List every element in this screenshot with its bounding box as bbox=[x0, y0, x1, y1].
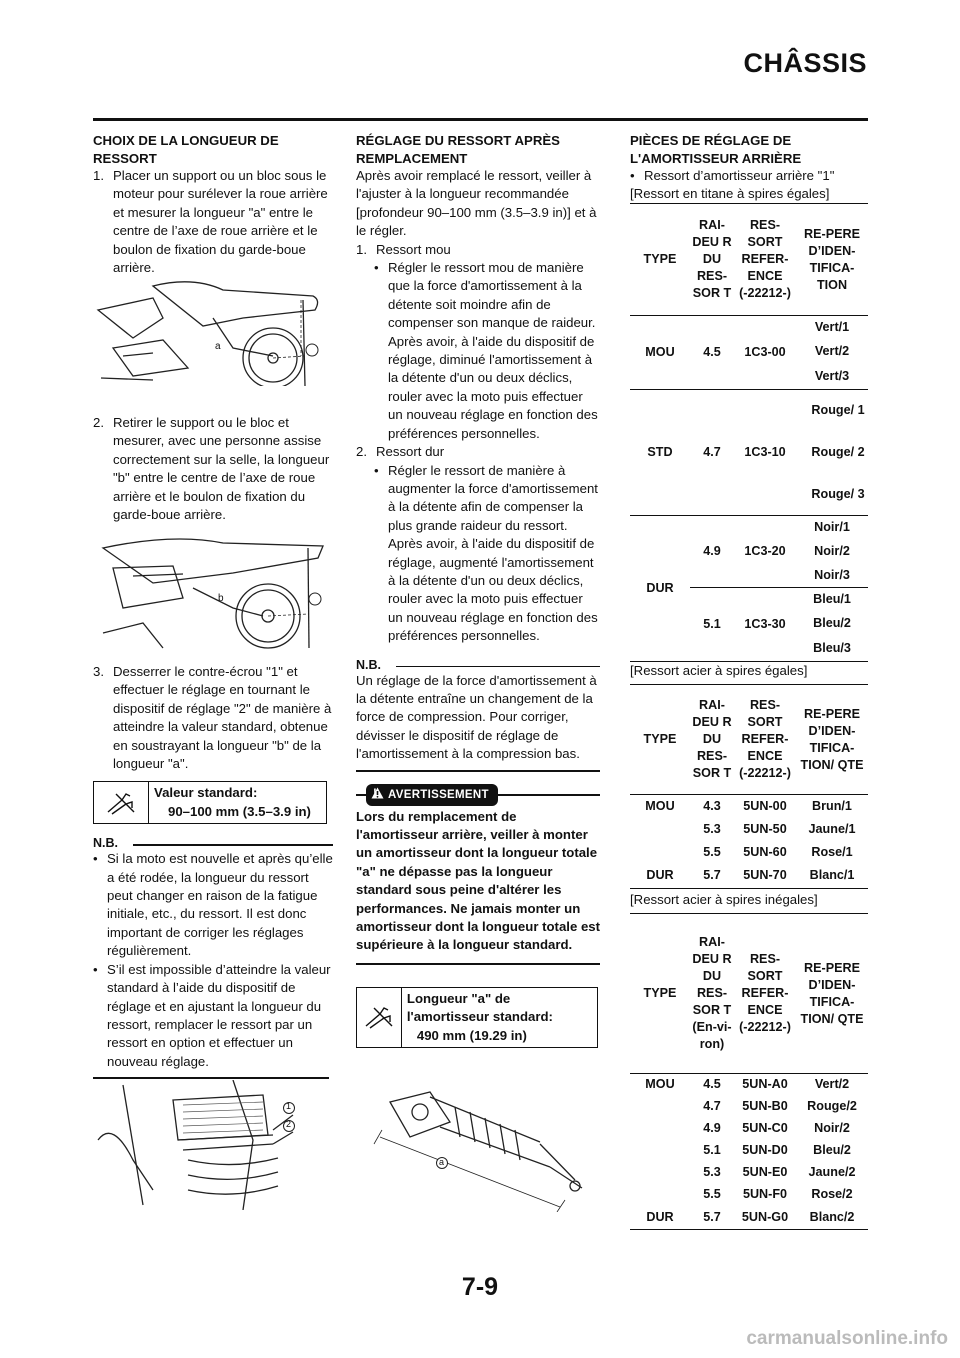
rate-cell: 5.1 bbox=[703, 1143, 721, 1157]
figure-label-b: b bbox=[218, 593, 224, 604]
rate-cell: 5.7 bbox=[703, 868, 721, 883]
standard-length-value: 490 mm (19.29 in) bbox=[416, 1027, 527, 1043]
page-title: CHÂSSIS bbox=[743, 48, 867, 78]
mark-cell: Noir/2 bbox=[814, 544, 850, 558]
section-heading-spring-length: CHOIX DE LA LONGUEUR DE RESSORT bbox=[93, 133, 279, 166]
item-number: 1. bbox=[356, 241, 367, 257]
type-cell: STD bbox=[647, 445, 673, 459]
mark-cell: Blanc/1 bbox=[809, 868, 855, 883]
item-1-bullet: • Régler le ressort mou de manière que la force d'amortissement à la détente soit moindre afin de compenser son manque de raideur. Après avoir, à l'aide du dispositif de réglage, diminué l'amortissement à la détente d'un ou deux déclics, rouler avec la moto puis effectuer un nouveau réglage en fonction des préférences personnelles. bbox=[356, 259, 600, 443]
item-2 bbox=[356, 443, 600, 461]
ref-cell: 1C3-20 bbox=[744, 544, 786, 558]
mark-cell: Vert/1 bbox=[814, 320, 850, 335]
item-title: Ressort mou bbox=[376, 241, 451, 257]
table-steel-uneven-springs bbox=[630, 913, 868, 1230]
item-1 bbox=[356, 241, 600, 259]
nb-end-rule bbox=[93, 1077, 329, 1079]
type-cell bbox=[630, 1184, 690, 1206]
step-number: 1. bbox=[93, 168, 104, 183]
type-cell bbox=[630, 1118, 690, 1140]
table-row bbox=[630, 1118, 868, 1140]
item-number: 2. bbox=[356, 444, 367, 460]
ref-cell: 5UN-A0 bbox=[742, 1077, 788, 1092]
rate-cell: 5.5 bbox=[703, 844, 721, 859]
table-row bbox=[630, 1096, 868, 1118]
table-header-cell: RES-SORT REFER-ENCE (-22212-) bbox=[739, 218, 791, 300]
header-rule bbox=[93, 118, 868, 121]
rate-cell: 4.3 bbox=[703, 798, 721, 813]
rate-cell: 4.5 bbox=[703, 345, 721, 359]
type-cell bbox=[630, 841, 690, 864]
nb-bullet-1: • Si la moto est nouvelle et après qu’elle a été rodée, la longueur du ressort peut changer en raison de la fatigue initiale, etc., du ressort. Il est donc important de corriger les réglages régulièrement. bbox=[93, 850, 333, 960]
step-number: 3. bbox=[93, 664, 104, 679]
table-header-row bbox=[630, 685, 868, 795]
table-row bbox=[630, 1162, 868, 1184]
type-cell: MOU bbox=[645, 798, 675, 813]
table-header-cell: RES-SORT REFER-ENCE (-22212-) bbox=[739, 698, 791, 780]
rate-cell: 4.9 bbox=[703, 1121, 721, 1135]
mark-cell: Rouge/ 2 bbox=[811, 445, 865, 459]
figure-bike-raised bbox=[93, 278, 333, 386]
table-titanium-springs bbox=[630, 203, 868, 662]
table-row bbox=[630, 841, 868, 864]
mark-cell: Brun/1 bbox=[812, 798, 852, 813]
watermark: carmanualsonline.info bbox=[746, 1328, 948, 1349]
ref-cell: 5UN-60 bbox=[743, 844, 787, 859]
table2-caption: [Ressort acier à spires égales] bbox=[630, 663, 808, 678]
table-row bbox=[630, 516, 868, 540]
table-row bbox=[630, 1074, 868, 1096]
table3-caption: [Ressort acier à spires inégales] bbox=[630, 892, 818, 907]
nb-text: Un réglage de la force d'amortissement à la détente entraîne un changement de la force de compression. Pour corriger, dévisser le dispositif de réglage de l'amortissement à la compression bas. bbox=[356, 672, 597, 762]
wrench-icon bbox=[357, 988, 402, 1047]
mark-cell: Vert/2 bbox=[814, 1077, 850, 1092]
rate-cell: 4.7 bbox=[703, 1099, 721, 1113]
ref-cell: 1C3-00 bbox=[744, 345, 786, 359]
type-cell bbox=[630, 1140, 690, 1162]
mark-cell: Noir/2 bbox=[814, 1121, 850, 1135]
ref-cell: 1C3-10 bbox=[744, 445, 786, 459]
table-header-cell: RE-PERE D’IDEN-TIFICA-TION/ QTE bbox=[800, 960, 864, 1026]
intro-text: Après avoir remplacé le ressort, veiller à l'ajuster à la longueur recommandée [profondeur 90–100 mm (3.5–3.9 in)] et à le régler. bbox=[356, 168, 597, 239]
type-cell bbox=[630, 818, 690, 841]
table-row bbox=[630, 1140, 868, 1162]
figure-label-a: a bbox=[215, 341, 221, 352]
mark-cell: Vert/3 bbox=[814, 368, 850, 383]
step-2 bbox=[93, 414, 333, 524]
table-header-cell: TYPE bbox=[643, 252, 677, 266]
mark-cell: Rose/1 bbox=[811, 844, 853, 859]
column-1 bbox=[93, 132, 333, 277]
ref-cell: 5UN-50 bbox=[743, 821, 787, 836]
mark-cell: Bleu/3 bbox=[813, 640, 851, 655]
step-3 bbox=[93, 663, 333, 773]
ref-cell: 5UN-70 bbox=[743, 868, 787, 883]
table-header-cell: RES-SORT REFER-ENCE (-22212-) bbox=[739, 952, 791, 1034]
nb-label: N.B. bbox=[93, 834, 333, 850]
table-header-cell: RAI-DEU R DU RES-SOR T bbox=[692, 698, 732, 780]
ref-cell: 5UN-E0 bbox=[742, 1165, 788, 1179]
ref-cell: 5UN-G0 bbox=[741, 1209, 789, 1224]
type-cell: MOU bbox=[645, 1077, 675, 1092]
ref-cell: 5UN-00 bbox=[743, 798, 787, 813]
mark-cell: Rouge/2 bbox=[807, 1099, 857, 1113]
ref-cell: 5UN-B0 bbox=[742, 1099, 788, 1113]
table-header-cell: RE-PERE D’IDEN-TIFICA-TION bbox=[804, 226, 860, 292]
column-3 bbox=[630, 132, 870, 204]
table-header-cell: TYPE bbox=[643, 732, 677, 746]
type-cell: MOU bbox=[645, 345, 675, 359]
type-cell: DUR bbox=[646, 1209, 674, 1224]
type-cell bbox=[630, 1162, 690, 1184]
rate-cell: 4.9 bbox=[703, 544, 721, 558]
figure-shock-adjuster bbox=[93, 1080, 333, 1210]
type-cell: DUR bbox=[646, 868, 674, 883]
column-1-cont2 bbox=[93, 663, 333, 1079]
mark-cell: Bleu/2 bbox=[813, 616, 851, 630]
table-row bbox=[630, 864, 868, 889]
table-header-cell: RE-PERE D’IDEN-TIFICA-TION/ QTE bbox=[800, 706, 864, 772]
table1-caption: [Ressort en titane à spires égales] bbox=[630, 186, 830, 202]
table-row bbox=[630, 795, 868, 818]
table-header-cell: TYPE bbox=[643, 986, 677, 1000]
warning-text: Lors du remplacement de l'amortisseur arrière, veiller à monter un amortisseur dont la longueur totale "a" ne dépasse pas la longueur standard sous peine d'altérer les performances. Ne jamais monter un amortisseur dont la longueur totale est supérieure à la longueur standard. bbox=[356, 808, 601, 953]
item-2-bullet: • Régler le ressort de manière à augmenter la force d'amortissement à la détente afin de compenser la plus grande raideur du ressort. Après avoir, à l'aide du dispositif de réglage, augmenté l'amortissement à la détente d'un ou deux déclics, rouler avec la moto puis effectuer un nouveau réglage en fonction des préférences personnelles. bbox=[356, 462, 600, 646]
parts-bullet: • Ressort d’amortisseur arrière "1" bbox=[630, 167, 870, 185]
rate-cell: 4.7 bbox=[703, 445, 721, 459]
mark-cell: Noir/1 bbox=[814, 520, 850, 535]
standard-value-label: Valeur standard: bbox=[154, 785, 258, 801]
warning-badge bbox=[366, 784, 498, 806]
mark-cell: Rouge/ 3 bbox=[811, 486, 865, 501]
table-row bbox=[630, 1206, 868, 1230]
rate-cell: 5.3 bbox=[703, 821, 721, 836]
step-text: Placer un support ou un bloc sous le moteur pour surélever la roue arrière et mesurer la longueur "a" entre le centre de l’axe de roue arrière et le boulon de fixation du garde-boue arrière. bbox=[113, 168, 328, 276]
table-row bbox=[630, 818, 868, 841]
step-number: 2. bbox=[93, 415, 104, 430]
mark-cell: Bleu/2 bbox=[813, 1143, 851, 1157]
step-1 bbox=[93, 167, 333, 277]
mark-cell: Blanc/2 bbox=[809, 1209, 855, 1224]
mark-cell: Rose/2 bbox=[811, 1187, 853, 1201]
type-cell bbox=[630, 1096, 690, 1118]
standard-value: 90–100 mm (3.5–3.9 in) bbox=[168, 803, 311, 819]
rate-cell: 5.5 bbox=[703, 1187, 721, 1201]
section-heading-parts: PIÈCES DE RÉGLAGE DE L'AMORTISSEUR ARRIÈRE bbox=[630, 133, 802, 166]
warning-header bbox=[356, 784, 600, 806]
ref-cell: 5UN-F0 bbox=[742, 1187, 788, 1201]
step-text: Desserrer le contre-écrou "1" et effectuer le réglage en tournant le dispositif de réglage "2" de manière à atteindre la valeur standard, obtenue en soustrayant la longueur "b" de la longueur "a". bbox=[113, 664, 332, 772]
table-steel-even-springs bbox=[630, 684, 868, 889]
ref-cell: 1C3-30 bbox=[734, 588, 796, 662]
type-cell: DUR bbox=[646, 581, 674, 595]
nb-bullet-2: • S’il est impossible d’atteindre la valeur standard à l’aide du dispositif de réglage et en ajustant la longueur du ressort, remplacer le ressort par un ressort en option et effectuer un nouveau réglage. bbox=[93, 961, 333, 1071]
rate-cell: 5.1 bbox=[690, 588, 734, 662]
nb-label: N.B. bbox=[356, 656, 600, 672]
mark-cell: Bleu/1 bbox=[796, 588, 868, 612]
figure-label-a-shock: a bbox=[439, 1157, 445, 1167]
column-2 bbox=[356, 132, 600, 1048]
table-row bbox=[630, 1184, 868, 1206]
rate-cell: 4.5 bbox=[703, 1077, 721, 1092]
mark-cell: Jaune/1 bbox=[808, 821, 856, 836]
table-header-cell: RAI-DEU R DU RES-SOR T (En-vi-ron) bbox=[692, 935, 732, 1051]
item-title: Ressort dur bbox=[376, 444, 445, 460]
wrench-icon bbox=[94, 782, 149, 823]
figure-label-2: 2 bbox=[286, 1119, 292, 1129]
standard-value-box bbox=[93, 781, 327, 824]
mark-cell: Jaune/2 bbox=[808, 1165, 856, 1179]
standard-length-label: Longueur "a" de l'amortisseur standard: bbox=[406, 990, 553, 1025]
mark-cell: Noir/3 bbox=[814, 567, 850, 582]
step-text: Retirer le support ou le bloc et mesurer, avec une personne assise correctement sur la selle, la longueur "b" entre le centre de l’axe de roue arrière et le boulon de fixation du garde-boue arrière. bbox=[113, 415, 330, 523]
warning-triangle-icon bbox=[371, 787, 384, 799]
warning-label: AVERTISSEMENT bbox=[388, 788, 489, 801]
figure-label-1: 1 bbox=[286, 1101, 292, 1111]
standard-length-box bbox=[356, 987, 598, 1048]
section-heading-spring-adjust: RÉGLAGE DU RESSORT APRÈS REMPLACEMENT bbox=[356, 133, 560, 166]
page-number: 7-9 bbox=[461, 1273, 499, 1301]
table-header-row bbox=[630, 204, 868, 316]
rate-cell: 5.7 bbox=[703, 1209, 721, 1224]
table-header-cell: RAI-DEU R DU RES-SOR T bbox=[692, 218, 732, 300]
ref-cell: 5UN-D0 bbox=[742, 1143, 788, 1157]
rate-cell: 5.3 bbox=[703, 1165, 721, 1179]
column-1-cont bbox=[93, 414, 333, 524]
mark-cell: Vert/2 bbox=[814, 344, 850, 358]
mark-cell: Rouge/ 1 bbox=[811, 403, 865, 418]
table-header-row bbox=[630, 914, 868, 1074]
table-row bbox=[630, 390, 868, 432]
table-row bbox=[630, 316, 868, 340]
figure-rear-shock bbox=[360, 1082, 600, 1212]
figure-bike-seated bbox=[93, 528, 333, 652]
ref-cell: 5UN-C0 bbox=[742, 1121, 788, 1135]
